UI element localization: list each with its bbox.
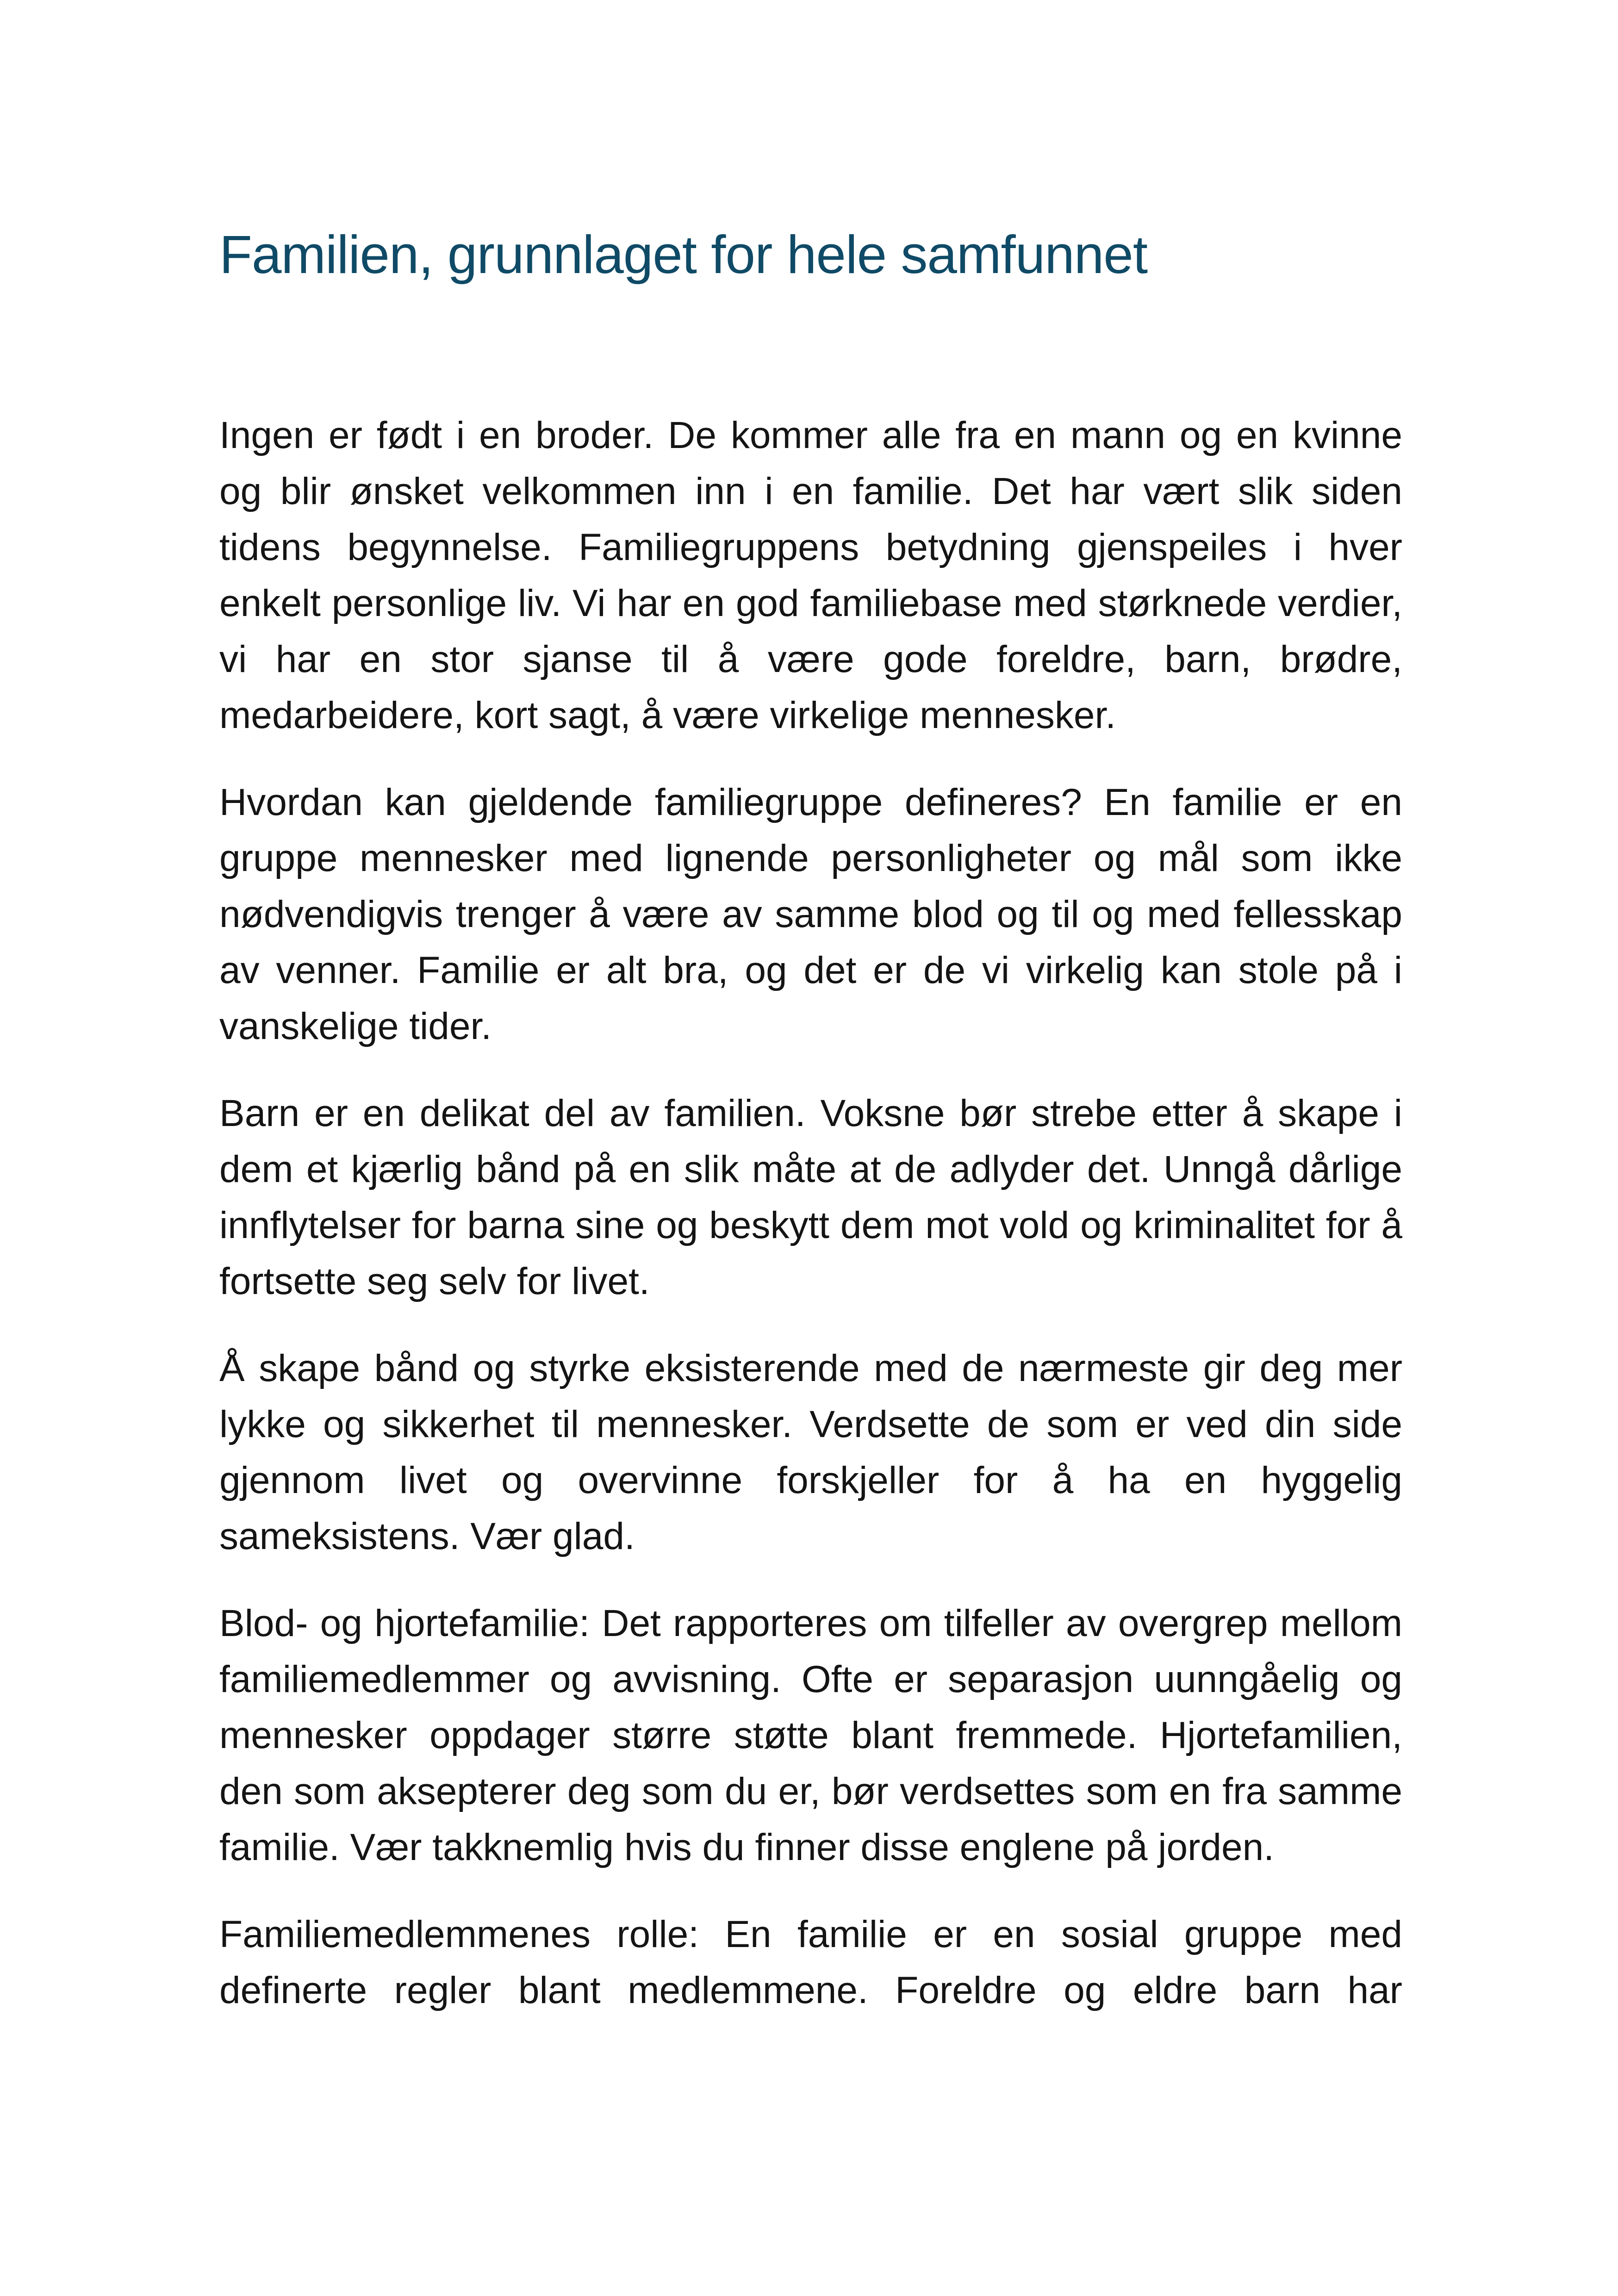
paragraph-5: Blod- og hjortefamilie: Det rapporteres om tilfeller av overgrep mellom familiemedlemmer og avvisning. Ofte er separasjon uunngåelig og mennesker oppdager større støtte blant fremmede. Hjortefamilien, den som aksepterer deg som du er, bør verdsettes som en fra samme familie. Vær takknemlig hvis du finner disse englene på jorden.: [219, 1602, 1402, 1868]
paragraph-2: Hvordan kan gjeldende familiegruppe defineres? En familie er en gruppe mennesker med lignende personligheter og mål som ikke nødvendigvis trenger å være av samme blod og til og med fellesskap av venner. Familie er alt bra, og det er de vi virkelig kan stole på i vanskelige tider.: [219, 781, 1402, 1047]
paragraph-4: Å skape bånd og styrke eksisterende med de nærmeste gir deg mer lykke og sikkerhet til mennesker. Verdsette de som er ved din side gjennom livet og overvinne forskjeller for å ha en hyggelig sameksistens. Vær glad.: [219, 1347, 1402, 1557]
document-body: [219, 407, 1402, 2049]
paragraph-3: Barn er en delikat del av familien. Voksne bør strebe etter å skape i dem et kjærlig bånd på en slik måte at de adlyder det. Unngå dårlige innflytelser for barna sine og beskytt dem mot vold og kriminalitet for å fortsette seg selv for livet.: [219, 1092, 1402, 1302]
paragraph-1: Ingen er født i en broder. De kommer alle fra en mann og en kvinne og blir ønsket velkommen inn i en familie. Det har vært slik siden tidens begynnelse. Familiegruppens betydning gjenspeiles i hver enkelt personlige liv. Vi har en god familiebase med størknede verdier, vi har en stor sjanse til å være gode foreldre, barn, brødre, medarbeidere, kort sagt, å være virkelige mennesker.: [219, 414, 1402, 736]
paragraph-6: Familiemedlemmenes rolle: En familie er en sosial gruppe med definerte regler blant medlemmene. Foreldre og eldre barn har: [219, 1913, 1402, 2011]
document-title: Familien, grunnlaget for hele samfunnet: [219, 224, 1148, 285]
